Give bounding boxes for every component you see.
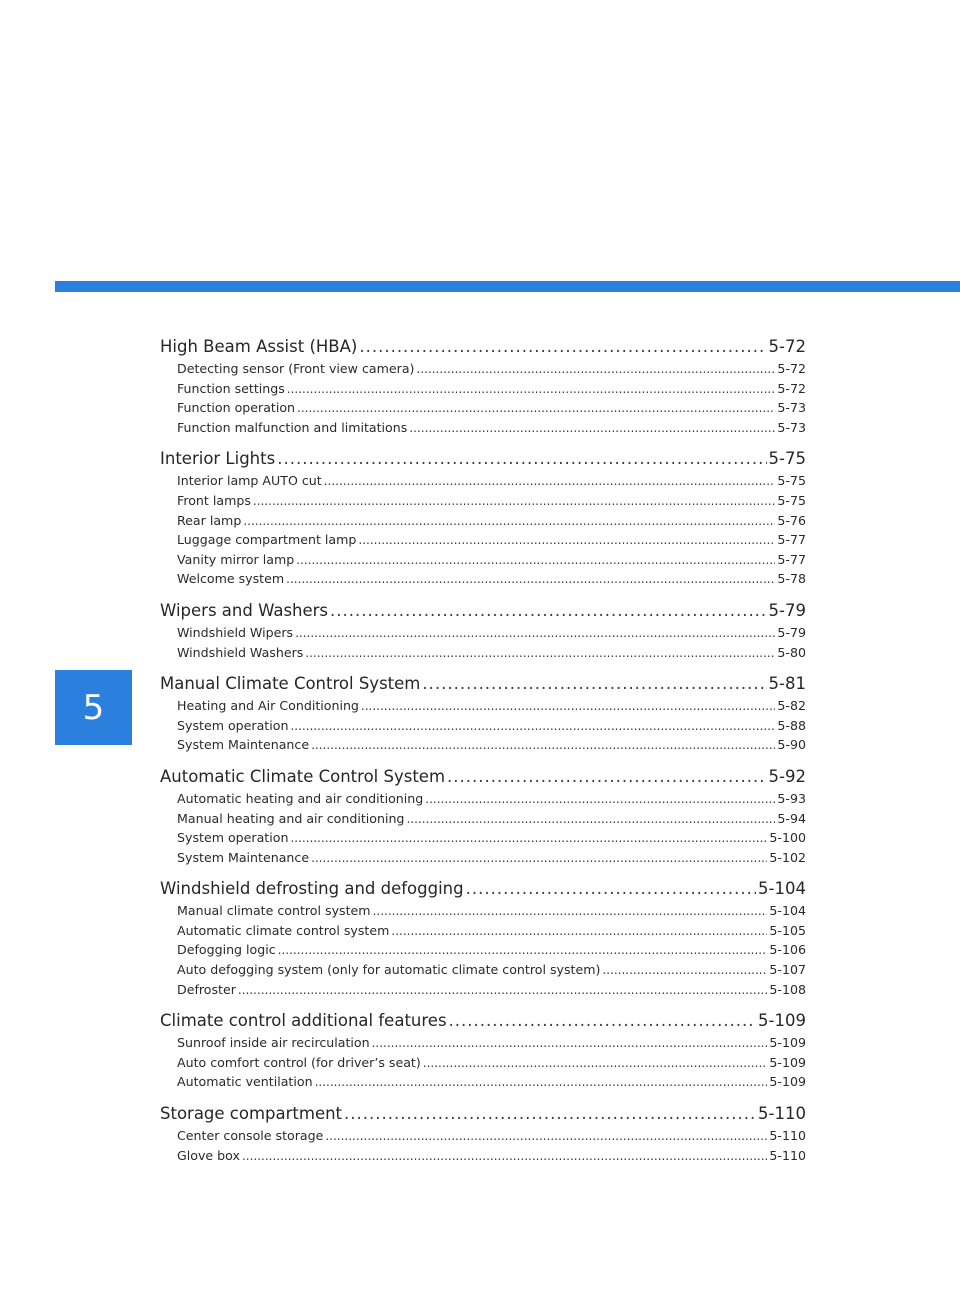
dot-leader	[391, 922, 767, 941]
dot-leader	[361, 697, 775, 716]
toc-entry-label: Front lamps	[177, 492, 251, 508]
toc-entry[interactable]	[160, 789, 806, 809]
toc-entry[interactable]	[160, 735, 806, 755]
toc-entry-page: 5-102	[769, 849, 806, 865]
toc-entry-page: 5-108	[769, 981, 806, 997]
toc-entry-label: Rear lamp	[177, 512, 242, 528]
toc-section-heading-label: Windshield defrosting and defogging	[160, 879, 464, 899]
toc-entry-page: 5-73	[777, 419, 806, 435]
toc-section-heading-label: Storage compartment	[160, 1104, 343, 1124]
toc-entry[interactable]	[160, 418, 806, 438]
toc-entry-page: 5-82	[777, 698, 806, 714]
dot-leader	[425, 790, 775, 809]
toc-entry-page: 5-90	[777, 737, 806, 753]
toc-entry[interactable]	[160, 940, 806, 960]
toc-entry-label: Windshield Wipers	[177, 624, 294, 640]
toc-entry-page: 5-75	[777, 492, 806, 508]
toc-section-heading-label: Climate control additional features	[160, 1011, 447, 1031]
toc-entry-label: Detecting sensor (Front view camera)	[177, 361, 415, 376]
chapter-number: 5	[82, 687, 105, 728]
toc-entry[interactable]	[160, 1072, 806, 1092]
dot-leader	[253, 492, 776, 511]
dot-leader	[238, 981, 767, 1000]
toc-entry-page: 5-107	[769, 962, 806, 978]
toc-section-heading-page: 5-92	[768, 766, 806, 786]
toc-entry[interactable]	[160, 809, 806, 829]
toc-entry-label: Automatic climate control system	[177, 922, 390, 938]
toc-section-heading[interactable]	[160, 446, 806, 471]
toc-entry-label: Vanity mirror lamp	[177, 551, 295, 567]
dot-leader	[330, 598, 767, 623]
toc-entry[interactable]	[160, 828, 806, 848]
toc-entry-page: 5-88	[777, 717, 806, 733]
toc-entry[interactable]	[160, 921, 806, 941]
dot-leader	[602, 961, 767, 980]
toc-entry-page: 5-109	[769, 1054, 806, 1070]
toc-section-heading-label: Interior Lights	[160, 449, 276, 469]
toc-section	[160, 1008, 806, 1092]
toc-entry-label: Interior lamp AUTO cut	[177, 473, 322, 489]
toc-entry[interactable]	[160, 471, 806, 491]
toc-entry-label: Auto defogging system (only for automatic climate control system)	[177, 962, 601, 978]
toc-entry-page: 5-80	[777, 644, 806, 660]
dot-leader	[278, 941, 768, 960]
toc-entry-page: 5-109	[769, 1035, 806, 1051]
dot-leader	[422, 671, 766, 696]
toc-entry-page: 5-72	[777, 380, 806, 396]
dot-leader	[359, 334, 766, 359]
toc-entry[interactable]	[160, 696, 806, 716]
dot-leader	[277, 446, 766, 471]
toc-entry-label: Automatic ventilation	[177, 1074, 313, 1090]
toc-entry-page: 5-76	[777, 512, 806, 528]
toc-entry-label: Sunroof inside air recirculation	[177, 1035, 370, 1051]
toc-entry-label: Manual climate control system	[177, 903, 371, 919]
toc-section-heading[interactable]	[160, 598, 806, 623]
toc-entry-label: System operation	[177, 717, 289, 733]
toc-entry-page: 5-75	[777, 473, 806, 489]
toc-section-heading-label: Wipers and Washers	[160, 600, 329, 620]
dot-leader	[296, 551, 775, 570]
toc-entry-page: 5-100	[769, 830, 806, 846]
dot-leader	[324, 472, 776, 491]
toc-entry-label: Function settings	[177, 380, 285, 396]
toc-entry-page: 5-77	[777, 551, 806, 567]
dot-leader	[466, 876, 756, 901]
dot-leader	[423, 1054, 768, 1073]
toc-entry[interactable]	[160, 960, 806, 980]
dot-leader	[311, 849, 767, 868]
dot-leader	[325, 1127, 767, 1146]
toc-section-heading-label: High Beam Assist (HBA)	[160, 337, 358, 356]
toc-entry[interactable]	[160, 1126, 806, 1146]
toc-entry-label: Auto comfort control (for driver’s seat)	[177, 1054, 421, 1070]
toc-entry-page: 5-105	[769, 922, 806, 938]
dot-leader	[290, 717, 775, 736]
toc-entry[interactable]	[160, 1053, 806, 1073]
toc-section-heading-label: Manual Climate Control System	[160, 674, 421, 694]
toc-section-heading-page: 5-110	[758, 1104, 806, 1124]
toc-entry[interactable]	[160, 530, 806, 550]
toc-section	[160, 671, 806, 755]
toc-section-heading[interactable]	[160, 334, 806, 359]
dot-leader	[373, 902, 768, 921]
toc-entry-label: Glove box	[177, 1147, 240, 1163]
toc-section	[160, 446, 806, 589]
toc-entry[interactable]	[160, 901, 806, 921]
toc-entry-page: 5-110	[769, 1128, 806, 1144]
toc-section-heading[interactable]	[160, 1008, 806, 1033]
toc-entry[interactable]	[160, 550, 806, 570]
toc-section-heading-page: 5-104	[758, 879, 806, 899]
chapter-header-bar	[55, 281, 960, 292]
toc-section	[160, 876, 806, 999]
toc-entry-page: 5-72	[777, 361, 806, 376]
dot-leader	[406, 810, 775, 829]
toc-entry[interactable]	[160, 716, 806, 736]
toc-entry-label: Function operation	[177, 400, 296, 416]
toc-entry-page: 5-79	[777, 624, 806, 640]
toc-entry-label: System operation	[177, 830, 289, 846]
toc-section	[160, 598, 806, 662]
toc-entry[interactable]	[160, 1033, 806, 1053]
dot-leader	[286, 570, 775, 589]
toc-section-heading-label: Automatic Climate Control System	[160, 766, 446, 786]
toc-entry[interactable]	[160, 623, 806, 643]
toc-entry[interactable]	[160, 359, 806, 379]
toc-entry-label: Manual heating and air conditioning	[177, 810, 405, 826]
toc-entry-label: Windshield Washers	[177, 644, 304, 660]
toc-entry-label: Defroster	[177, 981, 236, 997]
dot-leader	[449, 1008, 757, 1033]
dot-leader	[372, 1034, 768, 1053]
chapter-tab	[55, 670, 132, 745]
toc-entry-label: Heating and Air Conditioning	[177, 698, 359, 714]
toc-entry-label: Welcome system	[177, 571, 285, 587]
toc-entry[interactable]	[160, 491, 806, 511]
dot-leader	[311, 736, 775, 755]
toc-entry-label: Center console storage	[177, 1128, 324, 1144]
dot-leader	[297, 399, 775, 418]
toc-section-heading-page: 5-81	[768, 674, 806, 694]
toc-section-heading-page: 5-109	[758, 1011, 806, 1031]
dot-leader	[416, 360, 775, 379]
dot-leader	[295, 624, 775, 643]
toc-entry[interactable]	[160, 398, 806, 418]
toc-entry-label: Function malfunction and limitations	[177, 419, 408, 435]
dot-leader	[409, 419, 775, 438]
toc-section	[160, 334, 806, 437]
toc-section-heading[interactable]	[160, 876, 806, 901]
dot-leader	[242, 1147, 767, 1166]
toc-entry-label: System Maintenance	[177, 849, 310, 865]
dot-leader	[447, 764, 767, 789]
toc-section	[160, 764, 806, 867]
toc-entry-page: 5-106	[769, 942, 806, 958]
toc-entry[interactable]	[160, 980, 806, 1000]
toc-entry[interactable]	[160, 1146, 806, 1166]
toc-section-heading-page: 5-72	[768, 337, 806, 356]
dot-leader	[315, 1073, 768, 1092]
toc-entry[interactable]	[160, 511, 806, 531]
toc-entry[interactable]	[160, 569, 806, 589]
toc-entry-label: Luggage compartment lamp	[177, 532, 357, 548]
toc-entry[interactable]	[160, 848, 806, 868]
toc-entry-label: System Maintenance	[177, 737, 310, 753]
toc-entry-page: 5-78	[777, 571, 806, 587]
toc-section-heading[interactable]	[160, 1101, 806, 1126]
table-of-contents	[160, 334, 806, 1174]
toc-section-heading-page: 5-75	[768, 449, 806, 469]
toc-section-heading[interactable]	[160, 764, 806, 789]
dot-leader	[243, 512, 775, 531]
toc-entry-label: Automatic heating and air conditioning	[177, 790, 424, 806]
toc-entry-page: 5-104	[769, 903, 806, 919]
toc-entry[interactable]	[160, 379, 806, 399]
toc-entry-page: 5-94	[777, 810, 806, 826]
dot-leader	[344, 1101, 756, 1126]
toc-entry-label: Defogging logic	[177, 942, 276, 958]
toc-section	[160, 1101, 806, 1165]
toc-entry-page: 5-110	[769, 1147, 806, 1163]
toc-section-heading[interactable]	[160, 671, 806, 696]
toc-entry-page: 5-77	[777, 532, 806, 548]
toc-entry-page: 5-109	[769, 1074, 806, 1090]
toc-entry-page: 5-93	[777, 790, 806, 806]
toc-entry-page: 5-73	[777, 400, 806, 416]
dot-leader	[305, 644, 775, 663]
dot-leader	[290, 829, 767, 848]
dot-leader	[287, 380, 776, 399]
dot-leader	[358, 531, 775, 550]
toc-section-heading-page: 5-79	[768, 600, 806, 620]
toc-entry[interactable]	[160, 643, 806, 663]
